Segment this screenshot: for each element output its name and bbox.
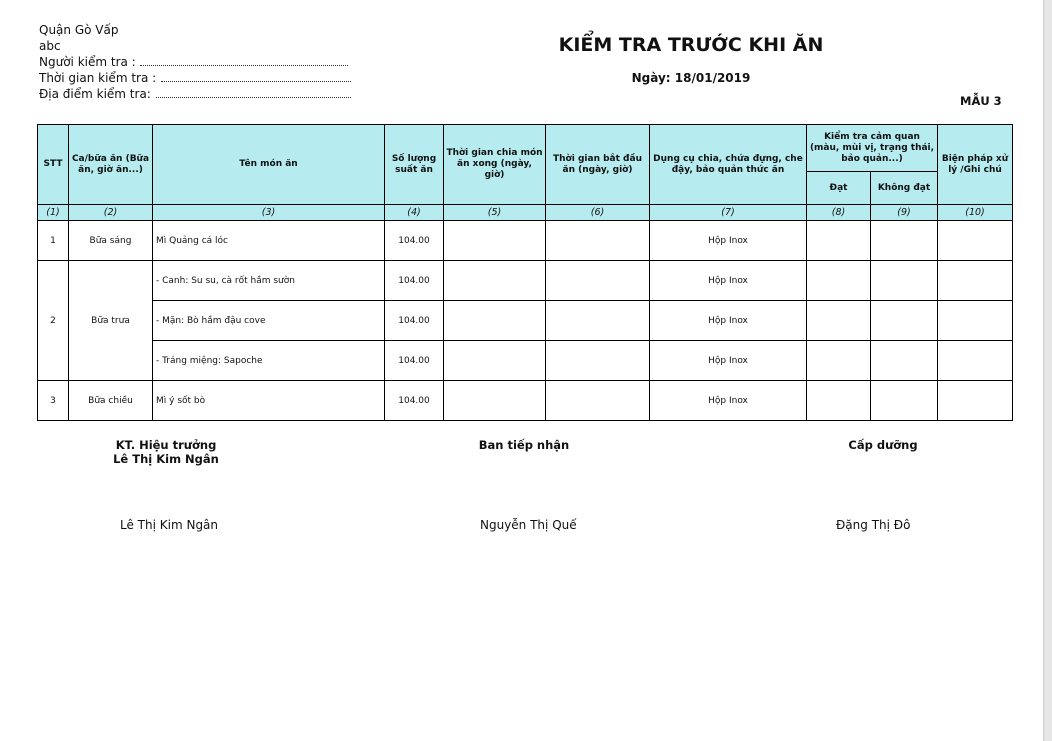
start-time-cell: [546, 381, 650, 421]
index-row: [38, 205, 1013, 221]
header-done-time: Thời gian chia món ăn xong (ngày, giờ): [444, 125, 546, 205]
place-blank: [156, 87, 351, 98]
pass-cell: [807, 301, 871, 341]
stt-cell: 2: [38, 261, 69, 381]
utensil-cell: Hộp Inox: [650, 341, 807, 381]
done-time-cell: [444, 221, 546, 261]
index-cell: (9): [871, 205, 938, 221]
document-title: KIỂM TRA TRƯỚC KHI ĂN: [558, 34, 824, 56]
header-sensory: Kiểm tra cảm quan (màu, mùi vị, trạng thái, bảo quản...): [807, 125, 938, 172]
principal-role: KT. Hiệu trưởng: [115, 438, 217, 452]
utensil-cell: Hộp Inox: [650, 301, 807, 341]
meal-cell: Bữa sáng: [69, 221, 153, 261]
fail-cell: [871, 341, 938, 381]
form-number: MẪU 3: [960, 94, 1002, 108]
place-line: [39, 86, 351, 102]
done-time-cell: [444, 381, 546, 421]
start-time-cell: [546, 301, 650, 341]
receiver-signature-block: [454, 438, 594, 452]
utensil-cell: Hộp Inox: [650, 221, 807, 261]
index-cell: (3): [153, 205, 385, 221]
dish-cell: Mì Quảng cá lóc: [153, 221, 385, 261]
header-utensils: Dụng cụ chia, chứa đựng, che đậy, bảo quản thức ăn: [650, 125, 807, 205]
utensil-cell: Hộp Inox: [650, 261, 807, 301]
header-fail: Không đạt: [871, 172, 938, 205]
utensil-cell: Hộp Inox: [650, 381, 807, 421]
cook-name: Đặng Thị Đô: [836, 518, 911, 532]
pass-cell: [807, 261, 871, 301]
done-time-cell: [444, 261, 546, 301]
principal-name: Lê Thị Kim Ngân: [120, 518, 219, 532]
measures-cell: [938, 381, 1013, 421]
qty-cell: 104.00: [385, 261, 444, 301]
start-time-cell: [546, 221, 650, 261]
index-cell: (7): [650, 205, 807, 221]
measures-cell: [938, 221, 1013, 261]
qty-cell: 104.00: [385, 221, 444, 261]
table-row: [38, 221, 1013, 261]
time-line: [39, 70, 351, 86]
header-start-time: Thời gian bắt đầu ăn (ngày, giờ): [546, 125, 650, 205]
principal-signature-block: [96, 438, 236, 466]
start-time-cell: [546, 341, 650, 381]
cook-signature-block: [813, 438, 953, 452]
measures-cell: [938, 341, 1013, 381]
dish-cell: Mì ý sốt bò: [153, 381, 385, 421]
fail-cell: [871, 261, 938, 301]
meal-cell: Bữa trưa: [69, 261, 153, 381]
qty-cell: 104.00: [385, 301, 444, 341]
stt-cell: 3: [38, 381, 69, 421]
index-cell: (8): [807, 205, 871, 221]
qty-cell: 104.00: [385, 381, 444, 421]
index-cell: (1): [38, 205, 69, 221]
index-cell: (4): [385, 205, 444, 221]
table-row: [38, 341, 1013, 381]
index-cell: (10): [938, 205, 1013, 221]
fail-cell: [871, 221, 938, 261]
header-pass: Đạt: [807, 172, 871, 205]
header-dish: Tên món ăn: [153, 125, 385, 205]
done-time-cell: [444, 301, 546, 341]
header-measures: Biện pháp xử lý /Ghi chú: [938, 125, 1013, 205]
inspection-table: [37, 124, 1013, 421]
index-cell: (6): [546, 205, 650, 221]
pass-cell: [807, 381, 871, 421]
header-info: [39, 22, 351, 102]
place-label: Địa điểm kiểm tra:: [39, 87, 151, 101]
header-qty: Số lượng suất ăn: [385, 125, 444, 205]
cook-role: Cấp dưỡng: [848, 438, 918, 452]
time-blank: [161, 71, 351, 82]
table-row: [38, 301, 1013, 341]
receiver-role: Ban tiếp nhận: [478, 438, 570, 452]
time-label: Thời gian kiểm tra :: [39, 71, 157, 85]
header-stt: STT: [38, 125, 69, 205]
inspector-blank: [140, 55, 348, 66]
receiver-name: Nguyễn Thị Quế: [480, 518, 577, 532]
date-line: Ngày: 18/01/2019: [631, 71, 751, 85]
vertical-scrollbar[interactable]: [1043, 0, 1052, 741]
stt-cell: 1: [38, 221, 69, 261]
dish-cell: - Tráng miệng: Sapoche: [153, 341, 385, 381]
index-cell: (2): [69, 205, 153, 221]
index-cell: (5): [444, 205, 546, 221]
table-row: [38, 381, 1013, 421]
inspector-line: [39, 54, 351, 70]
fail-cell: [871, 301, 938, 341]
inspector-label: Người kiểm tra :: [39, 55, 136, 69]
done-time-cell: [444, 341, 546, 381]
pass-cell: [807, 221, 871, 261]
header-meal: Ca/bữa ăn (Bữa ăn, giờ ăn...): [69, 125, 153, 205]
start-time-cell: [546, 261, 650, 301]
fail-cell: [871, 381, 938, 421]
measures-cell: [938, 301, 1013, 341]
meal-cell: Bữa chiều: [69, 381, 153, 421]
dish-cell: - Mặn: Bò hầm đậu cove: [153, 301, 385, 341]
qty-cell: 104.00: [385, 341, 444, 381]
pass-cell: [807, 341, 871, 381]
principal-subtitle: Lê Thị Kim Ngân: [113, 452, 219, 466]
measures-cell: [938, 261, 1013, 301]
school-text: abc: [39, 39, 61, 53]
district-text: Quận Gò Vấp: [39, 23, 119, 37]
dish-cell: - Canh: Su su, cà rốt hầm sườn: [153, 261, 385, 301]
table-row: [38, 261, 1013, 301]
